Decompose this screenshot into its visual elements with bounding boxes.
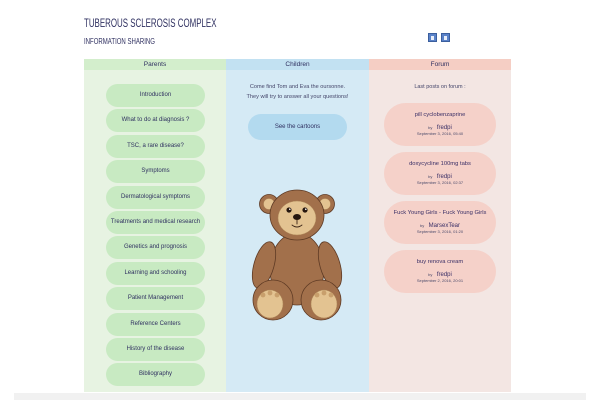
site-title-text[interactable]: TUBEROUS SCLEROSIS COMPLEX — [84, 16, 217, 30]
parents-menu-item[interactable]: Treatments and medical research — [106, 211, 205, 234]
forum-post-title[interactable]: doxycycline 100mg tabs — [409, 161, 471, 167]
forum-post-card — [384, 152, 496, 195]
see-cartoons-button[interactable]: See the cartoons — [248, 114, 347, 140]
forum-post-title[interactable]: buy renova cream — [416, 259, 464, 265]
parents-menu — [106, 84, 205, 389]
parents-menu-item[interactable]: What to do at diagnosis ? — [106, 109, 205, 132]
bear-toe — [261, 293, 266, 298]
site-subtitle — [84, 36, 184, 46]
forum-post-by-label: by — [428, 125, 433, 130]
forum-post-byline — [384, 169, 496, 179]
forum-post-title[interactable]: pill cyclobenzaprine — [414, 112, 466, 118]
forum-post-date: September 3, 2016, 02:37 — [416, 180, 464, 185]
parents-column — [84, 59, 226, 392]
forum-column — [369, 59, 511, 392]
forum-post-author[interactable]: fredpi — [436, 125, 452, 131]
language-switcher — [428, 33, 450, 42]
parents-heading: Parents — [84, 59, 226, 70]
forum-post-author[interactable]: MarsexTear — [428, 223, 461, 229]
bear-toe — [268, 291, 273, 296]
forum-post-card — [384, 250, 496, 293]
children-intro — [226, 82, 369, 102]
forum-post-byline — [384, 218, 496, 228]
forum-post-card — [384, 201, 496, 244]
forum-post-byline — [384, 267, 496, 277]
children-column — [226, 59, 369, 392]
forum-post-date: September 3, 2016, 05:40 — [416, 131, 464, 136]
forum-intro: Last posts on forum : — [414, 84, 466, 90]
forum-post-date: September 2, 2016, 20:01 — [416, 278, 464, 283]
children-intro-line: They will try to answer all your questions! — [246, 94, 349, 100]
forum-post-by-label: by — [428, 174, 433, 179]
bear-toe — [275, 293, 280, 298]
flag-icon[interactable] — [428, 33, 437, 42]
site-subtitle-text: INFORMATION SHARING — [84, 36, 155, 46]
forum-post-by-label: by — [419, 223, 425, 228]
forum-post-date: September 3, 2016, 01:20 — [416, 229, 464, 234]
bear-toe — [315, 293, 320, 298]
forum-post-list — [384, 103, 496, 299]
bear-eye-shine — [289, 208, 291, 210]
children-intro-line: Come find Tom and Eva the oursonne. — [249, 84, 346, 90]
forum-post-by-label: by — [428, 272, 433, 277]
parents-menu-item[interactable]: TSC, a rare disease? — [106, 135, 205, 158]
parents-menu-item[interactable]: Genetics and prognosis — [106, 236, 205, 259]
parents-menu-item[interactable]: Introduction — [106, 84, 205, 107]
parents-menu-item[interactable]: Patient Management — [106, 287, 205, 310]
parents-menu-item[interactable]: History of the disease — [106, 338, 205, 361]
bear-toe — [329, 293, 334, 298]
teddy-bear-icon — [250, 187, 346, 323]
forum-post-byline — [384, 120, 496, 130]
bear-right-eye — [302, 207, 307, 212]
forum-heading: Forum — [369, 59, 511, 70]
children-heading: Children — [226, 59, 369, 70]
flag-icon[interactable] — [441, 33, 450, 42]
forum-post-author[interactable]: fredpi — [436, 272, 452, 278]
parents-menu-item[interactable]: Symptoms — [106, 160, 205, 183]
forum-post-author[interactable]: fredpi — [436, 174, 452, 180]
bear-toe — [322, 291, 327, 296]
parents-menu-item[interactable]: Dermatological symptoms — [106, 186, 205, 209]
forum-post-title[interactable]: Fuck Young Girls - Fuck Young Girls — [393, 210, 487, 216]
footer-bar — [14, 393, 586, 400]
site-title[interactable] — [84, 16, 285, 30]
parents-menu-item[interactable]: Learning and schooling — [106, 262, 205, 285]
bear-left-eye — [286, 207, 291, 212]
bear-nose — [293, 214, 301, 220]
bear-eye-shine — [305, 208, 307, 210]
parents-menu-item[interactable]: Reference Centers — [106, 313, 205, 336]
forum-post-card — [384, 103, 496, 146]
parents-menu-item[interactable]: Bibliography — [106, 363, 205, 386]
columns — [84, 59, 511, 392]
